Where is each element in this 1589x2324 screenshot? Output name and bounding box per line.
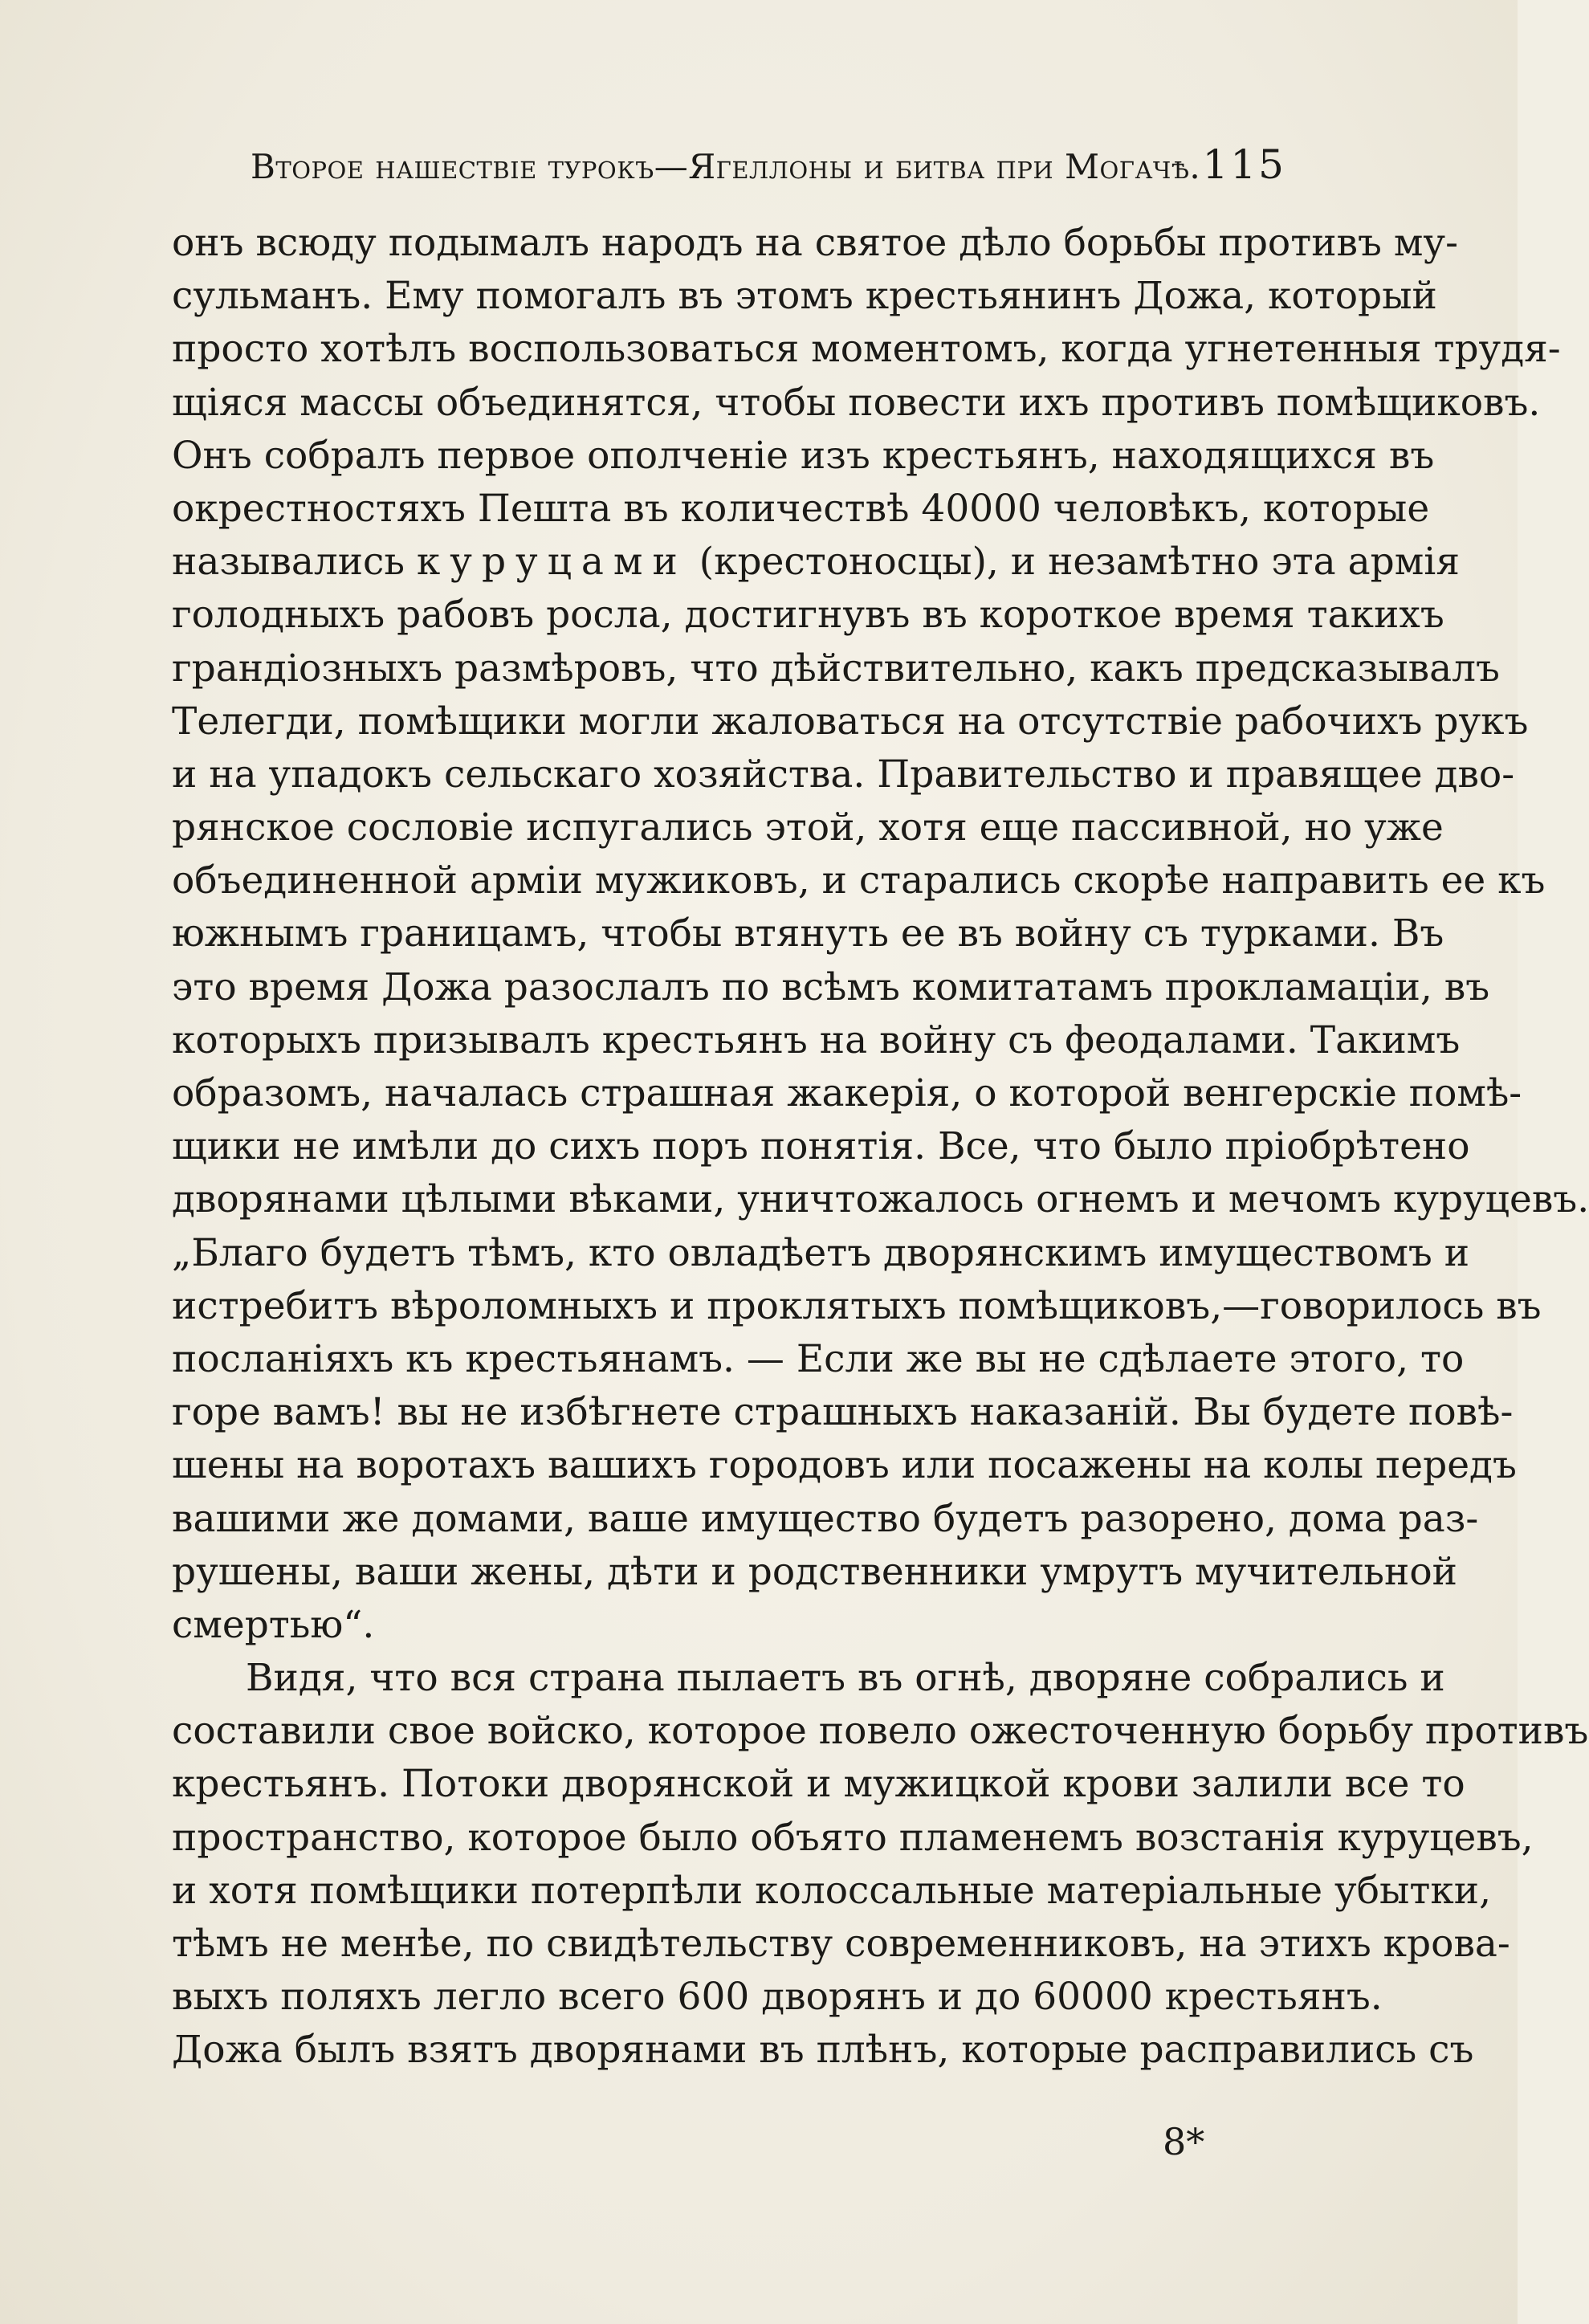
text-line: выхъ поляхъ легло всего 600 дворянъ и до 60000 крестьянъ. — [172, 1975, 1383, 2020]
text-line — [172, 536, 1460, 589]
text-line: пространство, которое было объято пламенемъ возстанія куруцевъ, — [172, 1815, 1534, 1860]
text-line: и на упадокъ сельскаго хозяйства. Правительство и правящее дво- — [172, 752, 1515, 797]
text-line: Телегди, помѣщики могли жаловаться на отсутствіе рабочихъ рукъ — [172, 699, 1529, 744]
text-line: дворянами цѣлыми вѣками, уничтожалось огнемъ и мечомъ куруцевъ. — [172, 1177, 1589, 1222]
text-line: онъ всюду подымалъ народъ на святое дѣло борьбы противъ му- — [172, 221, 1458, 265]
text-line: образомъ, началась страшная жакерія, о которой венгерскіе помѣ- — [172, 1071, 1522, 1115]
running-head-title: Второе нашествіе турокъ—Ягеллоны и битва при Могачѣ. — [251, 147, 1201, 186]
text-line: крестьянъ. Потоки дворянской и мужицкой крови залили все то — [172, 1762, 1465, 1807]
running-head — [251, 141, 1286, 198]
text-line: тѣмъ не менѣе, по свидѣтельству современниковъ, на этихъ крова- — [172, 1922, 1510, 1966]
text-line: южнымъ границамъ, чтобы втянуть ее въ войну съ турками. Въ — [172, 911, 1444, 956]
text-line: „Благо будетъ тѣмъ, кто овладѣетъ дворянскимъ имуществомъ и — [172, 1230, 1470, 1275]
text-line: объединенной арміи мужиковъ, и старались скорѣе направить ее къ — [172, 858, 1546, 903]
text-line: горе вамъ! вы не избѣгнете страшныхъ наказаній. Вы будете повѣ- — [172, 1390, 1514, 1435]
text-fragment: назывались — [172, 540, 405, 585]
text-line: грандіозныхъ размѣровъ, что дѣйствительно, какъ предсказывалъ — [172, 646, 1500, 691]
text-line: вашими же домами, ваше имущество будетъ разорено, дома раз- — [172, 1496, 1479, 1541]
text-line: рянское сословіе испугались этой, хотя еще пассивной, но уже — [172, 805, 1444, 850]
text-line: которыхъ призывалъ крестьянъ на войну съ феодалами. Такимъ — [172, 1017, 1461, 1062]
text-line: и хотя помѣщики потерпѣли колоссальные матеріальные убытки, — [172, 1868, 1492, 1913]
text-line: истребитъ вѣроломныхъ и проклятыхъ помѣщиковъ,—говорилось въ — [172, 1283, 1542, 1328]
text-line: Дожа былъ взятъ дворянами въ плѣнъ, которые расправились съ — [172, 2028, 1474, 2073]
text-fragment: (крестоносцы), и незамѣтно эта армія — [699, 540, 1460, 585]
text-line: Онъ собралъ первое ополченіе изъ крестьянъ, находящихся въ — [172, 433, 1435, 478]
text-line: щіяся массы объединятся, чтобы повести ихъ противъ помѣщиковъ. — [172, 380, 1541, 425]
text-line: шены на воротахъ вашихъ городовъ или посажены на колы передъ — [172, 1443, 1517, 1488]
emphasized-term: куруцами — [416, 540, 687, 585]
text-line: голодныхъ рабовъ росла, достигнувъ въ короткое время такихъ — [172, 593, 1444, 638]
text-line: окрестностяхъ Пешта въ количествѣ 40000 человѣкъ, которые — [172, 486, 1430, 531]
text-line: посланіяхъ къ крестьянамъ. — Если же вы не сдѣлаете этого, то — [172, 1336, 1465, 1381]
page-number: 115 — [1202, 141, 1286, 188]
text-line: сульманъ. Ему помогалъ въ этомъ крестьянинъ Дожа, который — [172, 274, 1437, 319]
text-line: просто хотѣлъ воспользоваться моментомъ, когда угнетенныя трудя- — [172, 327, 1561, 372]
text-line: составили свое войско, которое повело ожесточенную борьбу противъ — [172, 1709, 1589, 1754]
signature-mark: 8* — [1163, 2120, 1205, 2163]
text-line: щики не имѣли до сихъ поръ понятія. Все, что было пріобрѣтено — [172, 1124, 1470, 1169]
text-line: смертью“. — [172, 1602, 375, 1647]
text-line: это время Дожа разослалъ по всѣмъ комитатамъ прокламаціи, въ — [172, 964, 1490, 1009]
body-text — [172, 217, 1589, 2077]
text-line: рушены, ваши жены, дѣти и родственники умрутъ мучительной — [172, 1549, 1457, 1594]
paragraph-start-line: Видя, что вся страна пылаетъ въ огнѣ, дворяне собрались и — [246, 1656, 1445, 1701]
